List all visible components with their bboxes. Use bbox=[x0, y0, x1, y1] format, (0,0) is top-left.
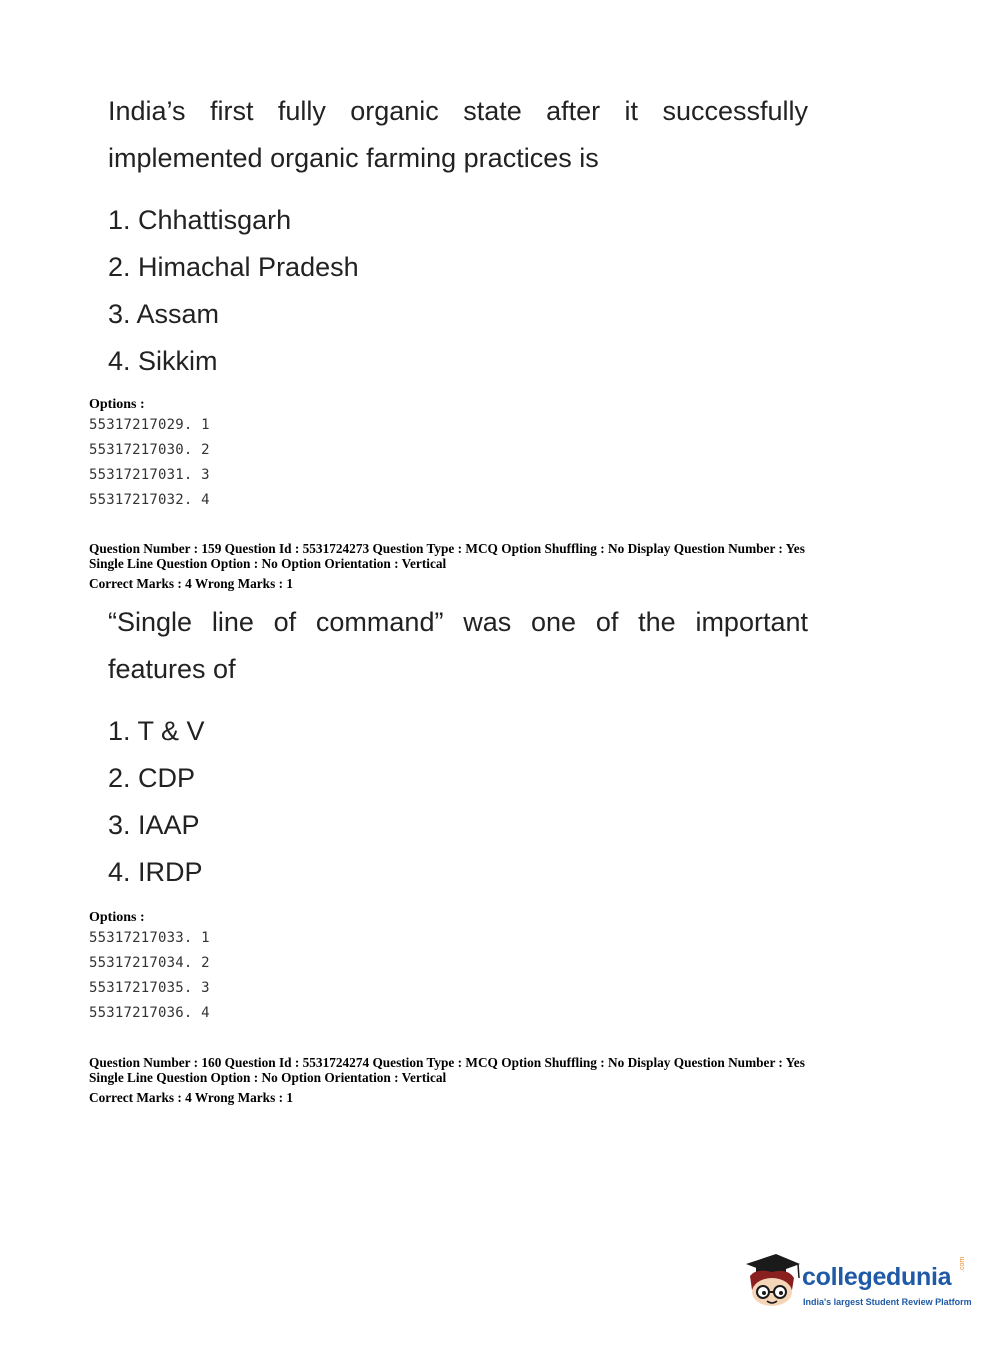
question-160-marks: Correct Marks : 4 Wrong Marks : 1 bbox=[89, 1090, 293, 1105]
question-159-meta-line-1: Question Number : 159 Question Id : 5531724273 Question Type : MCQ Option Shuffling : No Display Question Number : Yes bbox=[89, 541, 805, 556]
question-158-text-line-2: implemented organic farming practices is bbox=[108, 143, 599, 173]
mascot-icon bbox=[742, 1250, 804, 1312]
question-159-option-id-2: 55317217034. 2 bbox=[89, 955, 210, 971]
question-159-choice-4: 4. IRDP bbox=[108, 857, 203, 887]
question-158-option-id-2: 55317217030. 2 bbox=[89, 442, 210, 458]
question-158-choice-1: 1. Chhattisgarh bbox=[108, 205, 292, 235]
question-159-meta-line-2: Single Line Question Option : No Option Orientation : Vertical bbox=[89, 556, 447, 571]
question-160-meta-line-1: Question Number : 160 Question Id : 5531724274 Question Type : MCQ Option Shuffling : No Display Question Number : Yes bbox=[89, 1055, 805, 1070]
question-158-option-id-4: 55317217032. 4 bbox=[89, 492, 210, 508]
logo-tagline: India's largest Student Review Platform bbox=[803, 1297, 972, 1307]
collegedunia-logo[interactable] bbox=[742, 1250, 972, 1320]
question-159-options-label: Options : bbox=[89, 910, 145, 925]
question-158-option-id-1: 55317217029. 1 bbox=[89, 417, 210, 433]
question-159-option-id-4: 55317217036. 4 bbox=[89, 1005, 210, 1021]
question-159-text-line-2: features of bbox=[108, 654, 236, 684]
question-158-choice-3: 3. Assam bbox=[108, 299, 220, 329]
logo-name: collegedunia bbox=[802, 1263, 952, 1291]
logo-suffix: .com bbox=[959, 1256, 966, 1272]
question-158-option-id-3: 55317217031. 3 bbox=[89, 467, 210, 483]
question-158-options-label: Options : bbox=[89, 397, 145, 412]
question-159-choice-2: 2. CDP bbox=[108, 763, 196, 793]
question-159-option-id-1: 55317217033. 1 bbox=[89, 930, 210, 946]
question-158-choice-2: 2. Himachal Pradesh bbox=[108, 252, 359, 282]
question-159-choice-3: 3. IAAP bbox=[108, 810, 200, 840]
question-160-meta-line-2: Single Line Question Option : No Option Orientation : Vertical bbox=[89, 1070, 447, 1085]
question-158-text-line-1: India’s first fully organic state after it successfully bbox=[108, 96, 808, 126]
question-159-text-line-1: “Single line of command” was one of the important bbox=[108, 607, 808, 637]
question-158-choice-4: 4. Sikkim bbox=[108, 346, 218, 376]
question-159-option-id-3: 55317217035. 3 bbox=[89, 980, 210, 996]
question-159-marks: Correct Marks : 4 Wrong Marks : 1 bbox=[89, 576, 293, 591]
question-159-choice-1: 1. T & V bbox=[108, 716, 205, 746]
